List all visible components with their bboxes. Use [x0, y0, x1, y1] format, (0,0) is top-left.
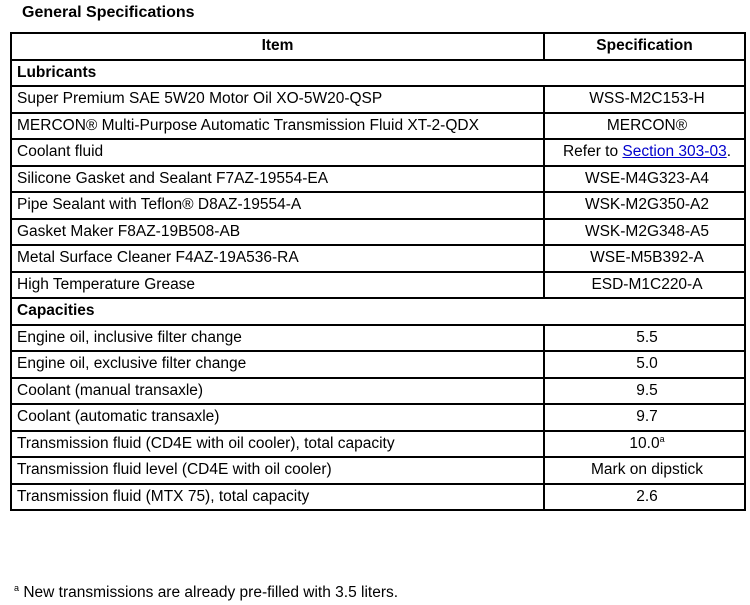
table-row [11, 351, 745, 378]
item-cell: Transmission fluid level (CD4E with oil cooler) [11, 457, 544, 484]
item-cell: Engine oil, inclusive filter change [11, 325, 544, 352]
item-cell: Engine oil, exclusive filter change [11, 351, 544, 378]
footnote-mark: a [14, 582, 20, 593]
item-cell: Pipe Sealant with Teflon® D8AZ-19554-A [11, 192, 544, 219]
page-title: General Specifications [22, 4, 195, 21]
table-row [11, 457, 745, 484]
item-cell: MERCON® Multi-Purpose Automatic Transmission Fluid XT-2-QDX [11, 113, 544, 140]
spec-prefix: Refer to [562, 143, 623, 161]
item-cell: Coolant (manual transaxle) [11, 378, 544, 405]
spec-cell: WSE-M5B392-A [544, 245, 745, 272]
spec-cell: 9.7 [544, 404, 745, 431]
spec-suffix: . [726, 143, 732, 161]
spec-cell [544, 139, 745, 166]
section-heading-capacities: Capacities [11, 298, 745, 325]
item-cell: Metal Surface Cleaner F4AZ-19A536-RA [11, 245, 544, 272]
table-row [11, 404, 745, 431]
spec-cell: ESD-M1C220-A [544, 272, 745, 299]
item-cell: High Temperature Grease [11, 272, 544, 299]
item-cell: Transmission fluid (CD4E with oil cooler), total capacity [11, 431, 544, 458]
spec-cell: 2.6 [544, 484, 745, 511]
table-row [11, 166, 745, 193]
specifications-table [10, 32, 746, 511]
spec-cell: 5.0 [544, 351, 745, 378]
column-header-item: Item [11, 33, 544, 60]
section-303-03-link[interactable]: Section 303-03 [622, 143, 727, 161]
spec-cell: WSK-M2G350-A2 [544, 192, 745, 219]
column-header-specification: Specification [544, 33, 745, 60]
item-cell: Silicone Gasket and Sealant F7AZ-19554-EA [11, 166, 544, 193]
table-row [11, 484, 745, 511]
item-cell: Coolant fluid [11, 139, 544, 166]
item-cell: Gasket Maker F8AZ-19B508-AB [11, 219, 544, 246]
table-row [11, 378, 745, 405]
section-row-lubricants [11, 60, 745, 87]
table-row [11, 245, 745, 272]
spec-value: 10.0 [629, 434, 660, 452]
spec-cell: 9.5 [544, 378, 745, 405]
section-row-capacities [11, 298, 745, 325]
table-row [11, 86, 745, 113]
table-row [11, 139, 745, 166]
spec-cell: 5.5 [544, 325, 745, 352]
spec-cell: Mark on dipstick [544, 457, 745, 484]
footnote [14, 583, 398, 603]
item-cell: Transmission fluid (MTX 75), total capacity [11, 484, 544, 511]
footnote-marker: a [659, 433, 665, 444]
table-row [11, 272, 745, 299]
spec-cell [544, 431, 745, 458]
spec-cell: WSE-M4G323-A4 [544, 166, 745, 193]
section-heading-lubricants: Lubricants [11, 60, 745, 87]
table-row [11, 192, 745, 219]
spec-cell: MERCON® [544, 113, 745, 140]
table-row [11, 219, 745, 246]
table-header-row [11, 33, 745, 60]
table-row [11, 325, 745, 352]
item-cell: Super Premium SAE 5W20 Motor Oil XO-5W20-QSP [11, 86, 544, 113]
spec-cell: WSK-M2G348-A5 [544, 219, 745, 246]
footnote-text: New transmissions are already pre-filled with 3.5 liters. [19, 584, 399, 601]
item-cell: Coolant (automatic transaxle) [11, 404, 544, 431]
spec-cell: WSS-M2C153-H [544, 86, 745, 113]
table-row [11, 113, 745, 140]
table-row [11, 431, 745, 458]
